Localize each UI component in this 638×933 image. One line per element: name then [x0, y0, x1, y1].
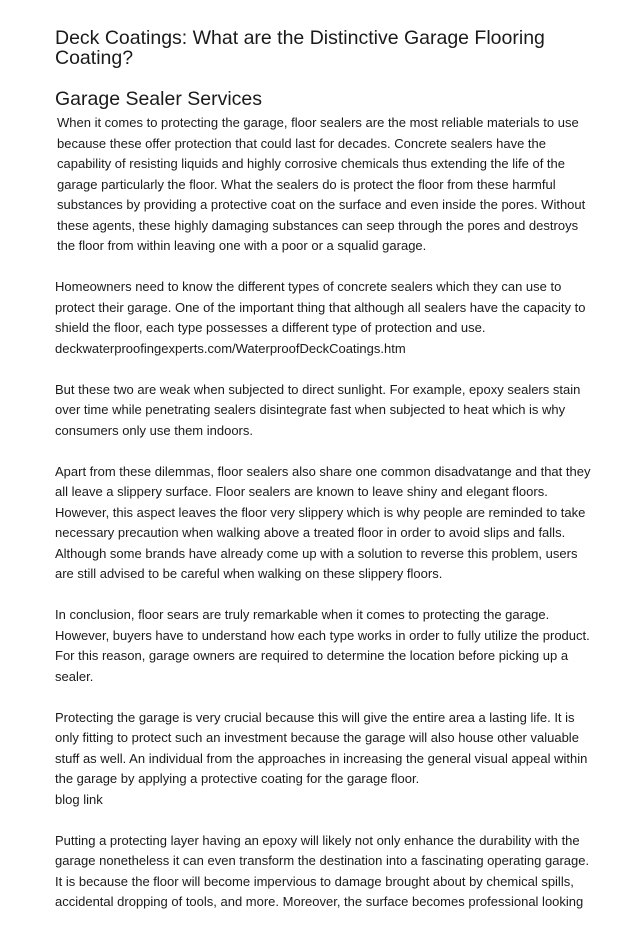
text-line: For this reason, garage owners are required to determine the location before picking up a	[55, 648, 569, 663]
paragraph	[55, 605, 600, 687]
text-line: Putting a protecting layer having an epoxy will likely not only enhance the durability with the	[55, 832, 580, 848]
section-heading: Garage Sealer Services	[55, 88, 263, 110]
text-line: But these two are weak when subjected to direct sunlight. For example, epoxy sealers stain	[55, 381, 581, 397]
text-line: these agents, these highly damaging substances can seep through the pores and destroys	[57, 217, 579, 233]
document-body	[55, 113, 600, 913]
text-line: When it comes to protecting the garage, floor sealers are the most reliable materials to use	[57, 115, 579, 130]
title-line: Coating?	[55, 47, 134, 69]
text-line: However, buyers have to understand how each type works in order to fully utilize the product.	[55, 627, 590, 643]
text-line: accidental dropping of tools, and more. Moreover, the surface becomes professional looking	[55, 894, 584, 909]
document-page	[55, 28, 600, 933]
text-line: because these offer protection that could last for decades. Concrete sealers have the	[57, 135, 547, 151]
text-line: stuff as well. An individual from the approaches in increasing the general visual appeal within	[55, 750, 588, 766]
document-title	[55, 28, 600, 68]
deck-coatings-link[interactable]: deckwaterproofingexperts.com/WaterproofDeckCoatings.htm	[55, 340, 406, 356]
text-line: capability of resisting liquids and highly corrosive chemicals thus extending the life of the	[57, 156, 565, 171]
text-line: shield the floor, each type possesses a different type of protection and use.	[55, 320, 486, 335]
text-line: the floor from within leaving one with a poor or a squalid garage.	[57, 238, 427, 253]
paragraph	[55, 277, 600, 359]
paragraph	[55, 113, 600, 257]
text-line: Although some brands have already come up with a solution to reverse this problem, users	[55, 545, 578, 561]
text-line: However, this aspect leaves the floor very slippery which is why people are reminded to take	[55, 504, 586, 520]
text-line: garage nonetheless it can even transform the destination into a fascinating operating garage.	[55, 853, 590, 868]
text-line: are still advised to be careful when walking on these slippery floors.	[55, 566, 443, 581]
text-line: It is because the floor will become impervious to damage brought about by chemical spills,	[55, 873, 574, 889]
text-line: all leave a slippery surface. Floor sealers are known to leave shiny and elegant floors.	[55, 484, 548, 499]
paragraph	[55, 462, 600, 585]
text-line: necessary precaution when walking above a treated floor in order to avoid slips and falls.	[55, 525, 566, 540]
text-line: Homeowners need to know the different types of concrete sealers which they can use to	[55, 279, 562, 294]
text-line: garage particularly the floor. What the sealers do is protect the floor from these harmful	[57, 176, 556, 192]
text-line: Protecting the garage is very crucial because this will give the entire area a lasting life. It is	[55, 709, 575, 725]
text-line: consumers only use them indoors.	[55, 422, 253, 438]
text-line: only fitting to protect such an investment because the garage will also house other valuable	[55, 730, 579, 745]
text-line: over time while penetrating sealers disintegrate fast when subjected to heat which is why	[55, 402, 566, 417]
text-line: the garage by applying a protective coating for the garage floor.	[55, 771, 420, 786]
title-line: Deck Coatings: What are the Distinctive Garage Flooring	[55, 27, 545, 49]
text-line: Apart from these dilemmas, floor sealers also share one common disadvatange and that they	[55, 463, 591, 479]
text-line: In conclusion, floor sears are truly remarkable when it comes to protecting the garage.	[55, 607, 550, 622]
paragraph	[55, 708, 600, 811]
text-line: sealer.	[55, 668, 94, 684]
text-line: substances by providing a protective coat on the surface and even inside the pores. Without	[57, 197, 586, 212]
blog-link[interactable]: blog link	[55, 791, 103, 807]
paragraph	[55, 831, 600, 913]
text-line: protect their garage. One of the important thing that although all sealers have the capacity to	[55, 299, 586, 315]
paragraph	[55, 380, 600, 442]
